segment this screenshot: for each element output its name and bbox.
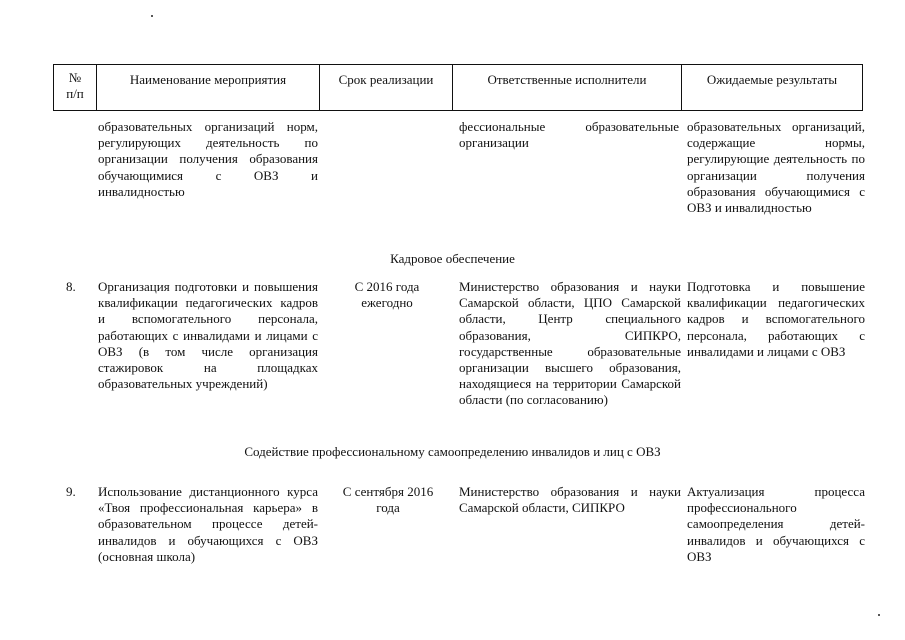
header-executors: Ответственные исполнители: [487, 72, 647, 87]
header-number: № п/п: [66, 70, 84, 101]
row8-results: Подготовка и повышение квалификации педагогических кадров и вспомогательного персонала, работающих с инвалидами и лицами с ОВЗ: [687, 279, 865, 359]
header-activity-name: Наименование мероприятия: [129, 72, 287, 87]
row8-period: С 2016 года ежегодно: [354, 279, 420, 311]
scan-speck: [151, 15, 153, 17]
header-top-border: [53, 64, 863, 65]
row8-executors: Министерство образования и науки Самарской области, ЦПО Самарской области, Центр специального образования, СИПКРО, государственные образовательные организации высшего образования, находящиеся на территории Самарской области (по согласованию): [459, 279, 681, 408]
section-heading-staff: Кадровое обеспечение: [390, 251, 515, 266]
row9-period: С сентября 2016 года: [342, 484, 434, 516]
header-period: Срок реализации: [338, 72, 434, 87]
row9-number: 9.: [66, 484, 76, 499]
row8-number: 8.: [66, 279, 76, 294]
row9-activity-name: Использование дистанционного курса «Твоя профессиональная карьера» в образовательном процессе детей-инвалидов и обучающихся с ОВЗ (основная школа): [98, 484, 318, 564]
continuation-results: образовательных организаций, содержащие нормы, регулирующие деятельность по организации получения образования обучающимися с ОВЗ и инвалидностью: [687, 119, 865, 216]
row8-activity-name: Организация подготовки и повышения квалификации педагогических кадров и вспомогательного персонала, работающих с инвалидами и лицами с ОВЗ (в том числе организация стажировок на площадках образовательных учреждений): [98, 279, 318, 392]
continuation-activity-name: образовательных организаций норм, регулирующих деятельность по организации получения образования обучающимися с ОВЗ и инвалидностью: [98, 119, 318, 199]
section-heading-career: Содействие профессиональному самоопределению инвалидов и лиц с ОВЗ: [244, 444, 661, 459]
header-results: Ожидаемые результаты: [706, 72, 838, 87]
header-divider-right: [862, 64, 863, 111]
continuation-executors: фессиональные образовательные организации: [459, 119, 679, 151]
scan-speck: [878, 614, 880, 616]
row9-executors: Министерство образования и науки Самарской области, СИПКРО: [459, 484, 681, 516]
row9-results: Актуализация процесса профессионального самоопределения детей-инвалидов и обучающихся с ОВЗ: [687, 484, 865, 564]
header-bottom-border: [53, 110, 863, 111]
